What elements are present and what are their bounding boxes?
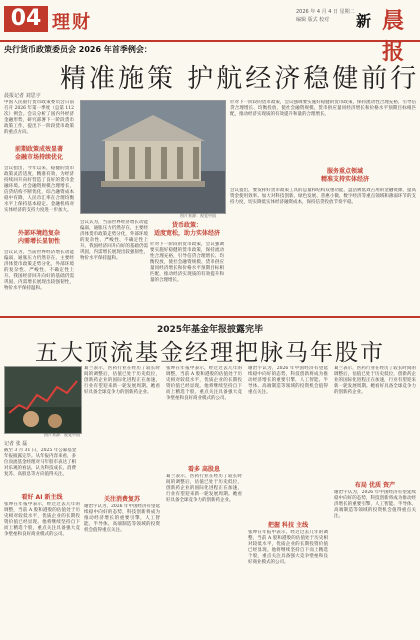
article2-tag-2: 关注消费复苏 (103, 496, 140, 503)
article2-lede: 截至 3 月 31 日，2025 年公募基金年报披露完毕。从年报内容来看，多位顶流基金经理对马年股市表达了相对乐观的看法，认为科技成长、消费复苏、高股息等方向值得关注。 (4, 448, 77, 477)
article1-byline: 晨报记者 刘思宇 (4, 93, 41, 99)
article2-body-6b: 葛兰表示，医药行业在经历了较长时间的调整后，估值已处于历史低位，创新药企业的国际化进程正在加速，行业有望迎来新一轮发展周期。她看好具备全球竞争力的创新药企业。 (166, 474, 242, 503)
article2-body-6c: 葛兰表示，医药行业在经历了较长时间的调整后，估值已处于历史低位，创新药企业的国际化进程正在加速，行业有望迎来新一轮发展周期。她看好具备全球竞争力的创新药企业。 (334, 366, 416, 395)
article1-subhead-1 (4, 146, 74, 162)
article1-subhead-2 (4, 230, 74, 246)
article2-body-5: 张坤在年报中表示，经过过去几年的调整，当前 A 股和港股的估值处于历史相对较低水平，优质企业的长期投资价值已经显现。他将继续坚持自下而上精选个股，重点关注具备强大竞争壁垒和良好商业模式的公司。 (4, 502, 80, 537)
subhead-2b: 内需增长显韧性 (17, 238, 60, 245)
logo-text-1: 新 (356, 12, 372, 30)
subhead-4b: 精准支持实体经济 (320, 176, 369, 183)
subhead-3a: 货币政策： (171, 222, 202, 229)
article1-body-3: 针对下一阶段的货币政策，会议强调要实施好稳健的货币政策，保持流动性合理充裕，引导信贷合理增长、均衡投放，使社会融资规模、货币供应量同经济增长和价格水平预期目标相匹配，推动经济实现质的有效提升和量的合理增长。 (150, 242, 224, 283)
article2-body-7: 谢治宇认为，2026 年中国经济有望延续稳中向好的态势，科技创新将成为推动经济增长的重要引擎，人工智能、半导体、高端制造等领域的投资机会值得重点关注。 (84, 504, 160, 533)
subhead-1b: 金融市场持续优化 (14, 154, 63, 161)
article1-body-1: 会议指出，今年以来，稳健的货币政策灵活适度，精准有效，为经济持续回升向好营造了良好的货币金融环境。社会融资规模合理增长，信贷结构不断优化，综合融资成本稳中有降，人民币汇率在合理均衡水平上保持基本稳定。金融机构对实体经济的支持力度进一步加大。 (4, 166, 74, 213)
article2-photo-caption: 图片来源：视觉中国 (44, 432, 80, 437)
article1-subhead-4 (300, 168, 390, 184)
date-block (296, 8, 355, 24)
article2-body-6: 葛兰表示，医药行业在经历了较长时间的调整后，估值已处于历史低位，创新药企业的国际化进程正在加速，行业有望迎来新一轮发展周期。她看好具备全球竞争力的创新药企业。 (84, 366, 160, 395)
article2-tag-1: 看好 AI 新主线 (21, 494, 63, 501)
article2-kicker: 2025年基金年报披露完毕 (156, 325, 264, 335)
article2-body-7b: 谢治宇认为，2026 年中国经济有望延续稳中向好的态势，科技创新将成为推动经济增长的重要引擎，人工智能、半导体、高端制造等领域的投资机会值得重点关注。 (248, 366, 328, 395)
subhead-4a: 服务重点领域 (326, 168, 363, 175)
article1-body-3b: 针对下一阶段的货币政策，会议强调要实施好稳健的货币政策，保持流动性合理充裕，引导信贷合理增长、均衡投放，使社会融资规模、货币供应量同经济增长和价格水平预期目标相匹配，推动经济实现质的有效提升和量的合理增长。 (230, 100, 416, 117)
section-divider (0, 316, 420, 318)
article2-body-5c: 张坤在年报中表示，经过过去几年的调整，当前 A 股和港股的估值处于历史相对较低水平，优质企业的长期投资价值已经显现。他将继续坚持自下而上精选个股，重点关注具备强大竞争壁垒和良好商业模式的公司。 (248, 530, 328, 565)
article1-headline: 精准施策 护航经济稳健前行 (60, 64, 420, 94)
article2-tag-3: 看多 高股息 (187, 466, 221, 473)
article2-body-7c: 谢治宇认为，2026 年中国经济有望延续稳中向好的态势，科技创新将成为推动经济增长的重要引擎，人工智能、半导体、高端制造等领域的投资机会值得重点关注。 (334, 490, 416, 519)
article1-lede: 中国人民银行货币政策委员会日前召开 2026 年第一季度（总第 112 次）例会。会议分析了国内外经济金融形势，研究部署下一阶段货币政策工作，提出下一阶段货币政策的重点方向。 (4, 100, 74, 135)
article1-subhead-3 (150, 222, 224, 238)
article2-tag-4: 把握 科技 主线 (267, 522, 309, 529)
article1-kicker: 央行货币政策委员会 2026 年首季例会： (4, 45, 152, 54)
article2-headline: 五大顶流基金经理把脉马年股市 (35, 340, 385, 366)
article1-body-4: 会议提出，要发挥好货币政策工具的总量和结构双重功能，盘活被低效占用的金融资源，提高资金使用效率。加大对科技创新、绿色发展、普惠小微、数字经济等重点领域和薄弱环节的支持力度，切实降低实体经济融资成本，保持信贷投放节奏平稳。 (230, 188, 416, 205)
article2-tag-5: 布局 优质 资产 (354, 482, 396, 489)
section-name: 理财 (52, 12, 92, 33)
date-line: 2026 年 4 月 4 日 星期二 (296, 9, 355, 15)
editor-line: 编辑 版式 校对 (296, 17, 330, 23)
logo-text-2: 晨报 (382, 8, 405, 65)
stock-market-image (5, 367, 81, 433)
article1-body-2: 会议认为，当前世界经济增长动能偏弱，通胀压力仍然存在，主要经济体货币政策走势分化，外部环境的复杂性、严峻性、不确定性上升。我国经济回升向好的基础仍需巩固，内需增长展现出较强韧性，物价水平保持温和。 (4, 250, 74, 291)
article2-body-5b: 张坤在年报中表示，经过过去几年的调整，当前 A 股和港股的估值处于历史相对较低水平，优质企业的长期投资价值已经显现。他将继续坚持自下而上精选个股，重点关注具备强大竞争壁垒和良好商业模式的公司。 (166, 366, 242, 401)
subhead-3b: 适度宽松，助力实体经济 (153, 230, 220, 237)
section-number: 04 (4, 6, 48, 32)
newspaper-logo (356, 4, 416, 65)
article1-body-2b: 会议认为，当前世界经济增长动能偏弱，通胀压力仍然存在，主要经济体货币政策走势分化，外部环境的复杂性、严峻性、不确定性上升。我国经济回升向好的基础仍需巩固，内需增长展现出较强韧性，物价水平保持温和。 (80, 220, 148, 261)
article2-byline: 记者 张 磊 (4, 441, 28, 447)
bank-building-image (81, 101, 225, 213)
subhead-1a: 前期政策成效显著 (14, 146, 63, 153)
subhead-2a: 外部环境趋复杂 (17, 230, 60, 237)
article1-photo-caption: 图片来源：视觉中国 (180, 213, 216, 218)
article2-photo (4, 366, 82, 434)
article1-photo (80, 100, 226, 214)
